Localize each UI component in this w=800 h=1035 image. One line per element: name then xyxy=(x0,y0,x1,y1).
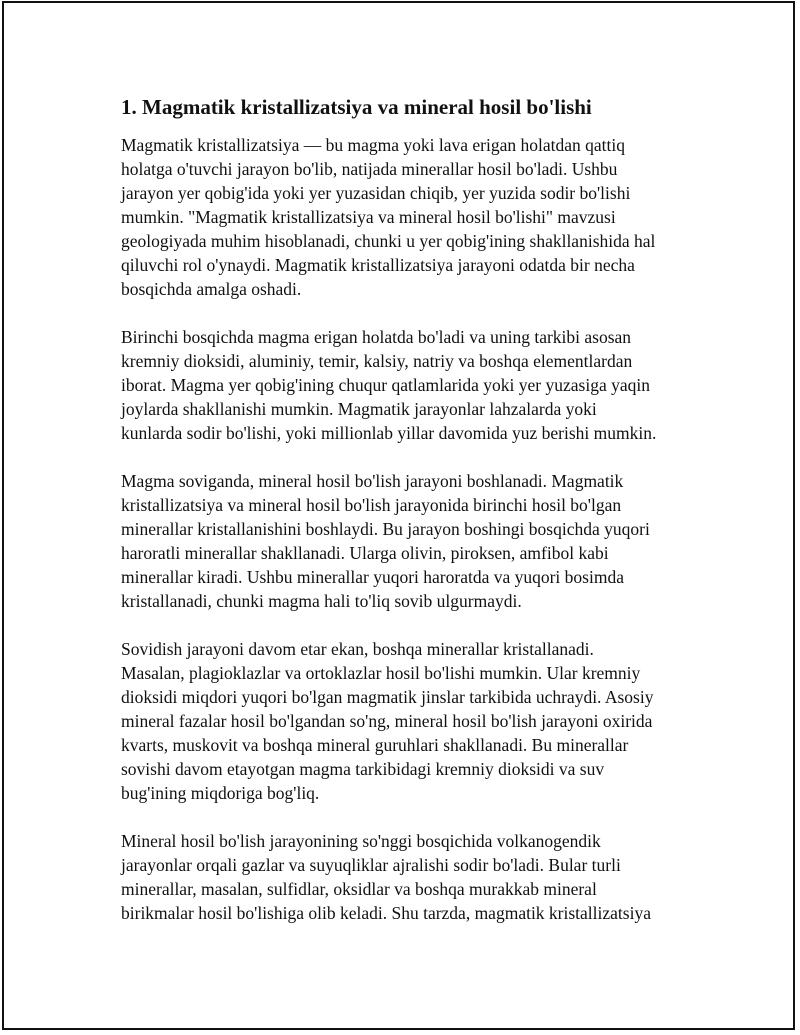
paragraph-line: Birinchi bosqichda magma erigan holatda bo'ladi va uning tarkibi asosan xyxy=(121,327,632,347)
paragraph-line: dioksidi miqdori yuqori bo'lgan magmatik jinslar tarkibida uchraydi. Asosiy xyxy=(121,687,654,707)
paragraph-line: kristallanadi, chunki magma hali to'liq sovib ulgurmaydi. xyxy=(121,591,522,611)
document-content xyxy=(121,93,701,949)
paragraph-line: Mineral hosil bo'lish jarayonining so'nggi bosqichida volkanogendik xyxy=(121,831,601,851)
paragraph-line: kunlarda sodir bo'lishi, yoki millionlab yillar davomida yuz berishi mumkin. xyxy=(121,423,657,443)
paragraph xyxy=(121,637,701,805)
paragraph-line: Sovidish jarayoni davom etar ekan, boshqa minerallar kristallanadi. xyxy=(121,639,594,659)
document-page xyxy=(2,1,795,1030)
paragraph-line: sovishi davom etayotgan magma tarkibidagi kremniy dioksidi va suv xyxy=(121,759,605,779)
paragraph-line: kvarts, muskovit va boshqa mineral guruhlari shakllanadi. Bu minerallar xyxy=(121,735,629,755)
paragraph-line: birikmalar hosil bo'lishiga olib keladi. Shu tarzda, magmatik kristallizatsiya xyxy=(121,903,651,923)
paragraph-line: jarayon yer qobig'ida yoki yer yuzasidan chiqib, yer yuzida sodir bo'lishi xyxy=(121,183,631,203)
paragraph-line: mumkin. "Magmatik kristallizatsiya va mineral hosil bo'lishi" mavzusi xyxy=(121,207,616,227)
paragraph-line: haroratli minerallar shakllanadi. Ularga olivin, piroksen, amfibol kabi xyxy=(121,543,609,563)
section-title: 1. Magmatik kristallizatsiya va mineral hosil bo'lishi xyxy=(121,95,592,119)
paragraph xyxy=(121,325,701,445)
paragraph xyxy=(121,133,701,301)
paragraph-line: joylarda shakllanishi mumkin. Magmatik jarayonlar lahzalarda yoki xyxy=(121,399,597,419)
paragraph-line: mineral fazalar hosil bo'lgandan so'ng, mineral hosil bo'lish jarayoni oxirida xyxy=(121,711,653,731)
paragraph-line: Masalan, plagioklazlar va ortoklazlar hosil bo'lishi mumkin. Ular kremniy xyxy=(121,663,641,683)
paragraph-line: kristallizatsiya va mineral hosil bo'lish jarayonida birinchi hosil bo'lgan xyxy=(121,495,622,515)
paragraph-line: geologiyada muhim hisoblanadi, chunki u yer qobig'ining shakllanishida hal xyxy=(121,231,656,251)
paragraph-line: Magma soviganda, mineral hosil bo'lish jarayoni boshlanadi. Magmatik xyxy=(121,471,624,491)
paragraph-line: holatga o'tuvchi jarayon bo'lib, natijada minerallar hosil bo'ladi. Ushbu xyxy=(121,159,618,179)
paragraph-line: iborat. Magma yer qobig'ining chuqur qatlamlarida yoki yer yuzasiga yaqin xyxy=(121,375,650,395)
paragraph xyxy=(121,469,701,613)
paragraph-line: minerallar, masalan, sulfidlar, oksidlar va boshqa murakkab mineral xyxy=(121,879,597,899)
paragraph-line: minerallar kiradi. Ushbu minerallar yuqori haroratda va yuqori bosimda xyxy=(121,567,624,587)
paragraph-line: minerallar kristallanishini boshlaydi. Bu jarayon boshingi bosqichda yuqori xyxy=(121,519,650,539)
paragraph xyxy=(121,829,701,925)
paragraph-line: bug'ining miqdoriga bog'liq. xyxy=(121,783,320,803)
paragraph-line: Magmatik kristallizatsiya — bu magma yoki lava erigan holatdan qattiq xyxy=(121,135,625,155)
paragraph-line: jarayonlar orqali gazlar va suyuqliklar ajralishi sodir bo'ladi. Bular turli xyxy=(121,855,621,875)
paragraph-line: qiluvchi rol o'ynaydi. Magmatik kristallizatsiya jarayoni odatda bir necha xyxy=(121,255,635,275)
paragraph-line: bosqichda amalga oshadi. xyxy=(121,279,302,299)
paragraph-line: kremniy dioksidi, aluminiy, temir, kalsiy, natriy va boshqa elementlardan xyxy=(121,351,633,371)
